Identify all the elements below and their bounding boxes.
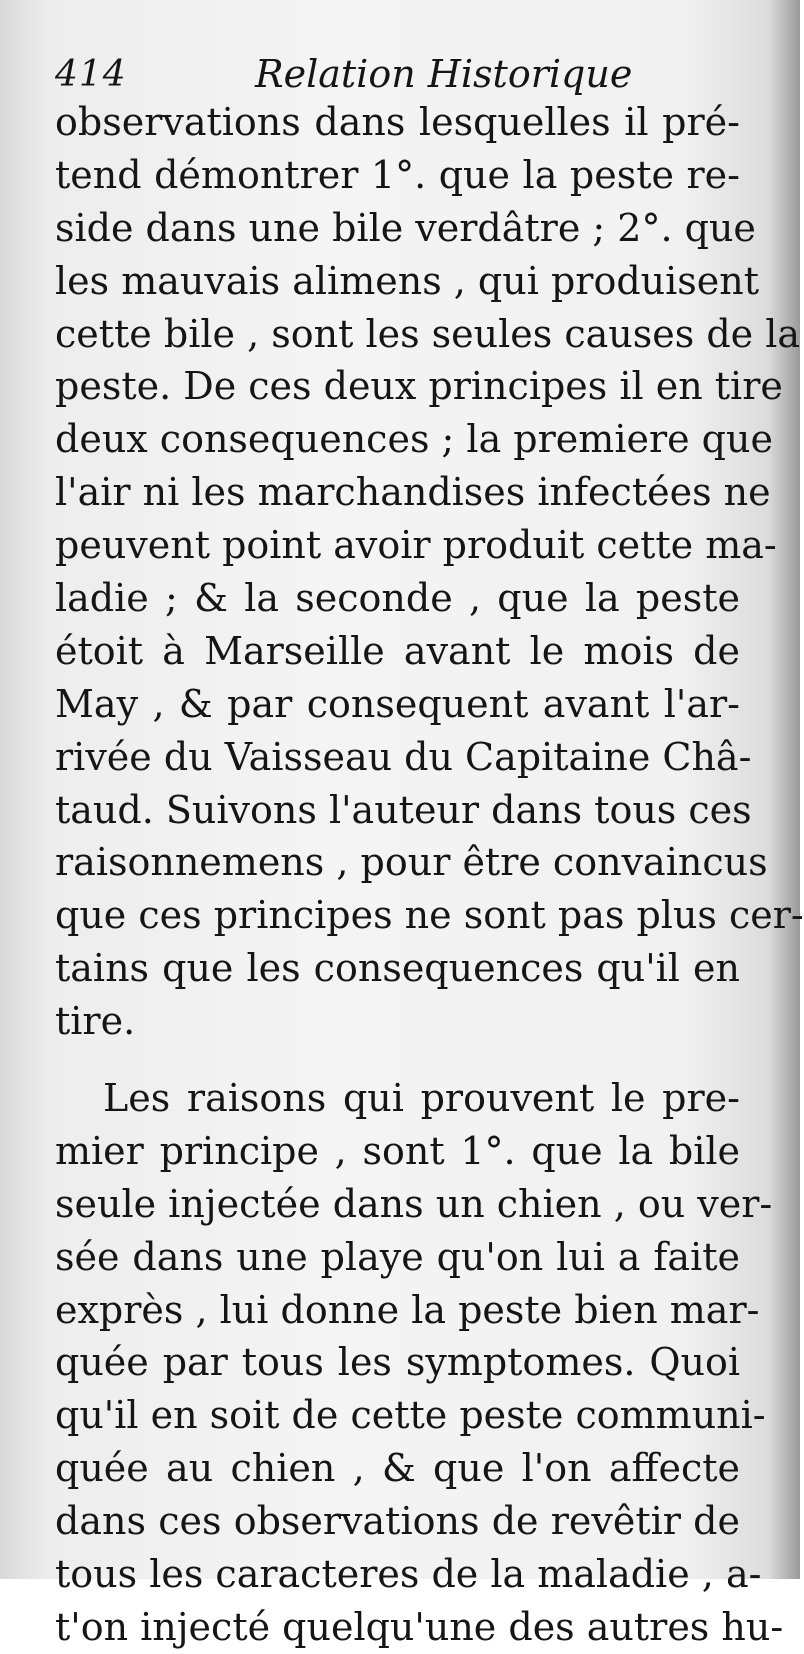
paragraph-gap xyxy=(55,1048,740,1072)
text-line: tains que les consequences qu'il en xyxy=(55,946,740,991)
text-line: exprès , lui donne la peste bien mar- xyxy=(55,1287,760,1332)
text-line: qu'il en soit de cette peste communi- xyxy=(55,1393,766,1438)
text-line: raisonnemens , pour être convaincus xyxy=(55,840,768,885)
text-line: sée dans une playe qu'on lui a faite xyxy=(55,1234,740,1279)
text-line: cette bile , sont les seules causes de la xyxy=(55,311,801,356)
text-line: dans ces observations de revêtir de xyxy=(55,1499,740,1544)
text-line: rivée du Vaisseau du Capitaine Châ- xyxy=(55,734,752,779)
paragraph-1 xyxy=(55,96,804,1048)
text-line: quée au chien , & que l'on affecte xyxy=(55,1446,740,1491)
text-line: Les raisons qui prouvent le pre- xyxy=(103,1076,740,1121)
text-line: observations dans lesquelles il pré- xyxy=(55,100,740,144)
text-line: t'on injecté quelqu'une des autres hu- xyxy=(55,1604,784,1649)
text-line: l'air ni les marchandises infectées ne xyxy=(55,470,771,515)
text-line: tend démontrer 1°. que la peste re- xyxy=(55,152,740,197)
paragraph-2 xyxy=(55,1072,784,1654)
text-line: deux consequences ; la premiere que xyxy=(55,417,773,462)
running-title: Relation Historique xyxy=(255,52,633,96)
text-line: étoit à Marseille avant le mois de xyxy=(55,628,740,673)
text-line: seule injectée dans un chien , ou ver- xyxy=(55,1181,773,1226)
text-line: quée par tous les symptomes. Quoi xyxy=(55,1340,740,1385)
text-line: que ces principes ne sont pas plus cer- xyxy=(55,893,804,938)
body-text xyxy=(55,96,804,1654)
page-header xyxy=(55,48,755,100)
text-line: taud. Suivons l'auteur dans tous ces xyxy=(55,787,752,832)
page-number: 414 xyxy=(55,54,127,95)
text-line: les mauvais alimens , qui produisent xyxy=(55,258,760,303)
text-line: side dans une bile verdâtre ; 2°. que xyxy=(55,205,756,250)
text-line: May , & par consequent avant l'ar- xyxy=(55,681,740,726)
text-line: peste. De ces deux principes il en tire xyxy=(55,364,783,409)
text-line: tous les caracteres de la maladie , a- xyxy=(55,1552,762,1597)
text-line: mier principe , sont 1°. que la bile xyxy=(55,1128,740,1173)
text-line: tire. xyxy=(55,999,136,1044)
text-line: peuvent point avoir produit cette ma- xyxy=(55,523,777,568)
text-line: ladie ; & la seconde , que la peste xyxy=(55,576,740,621)
